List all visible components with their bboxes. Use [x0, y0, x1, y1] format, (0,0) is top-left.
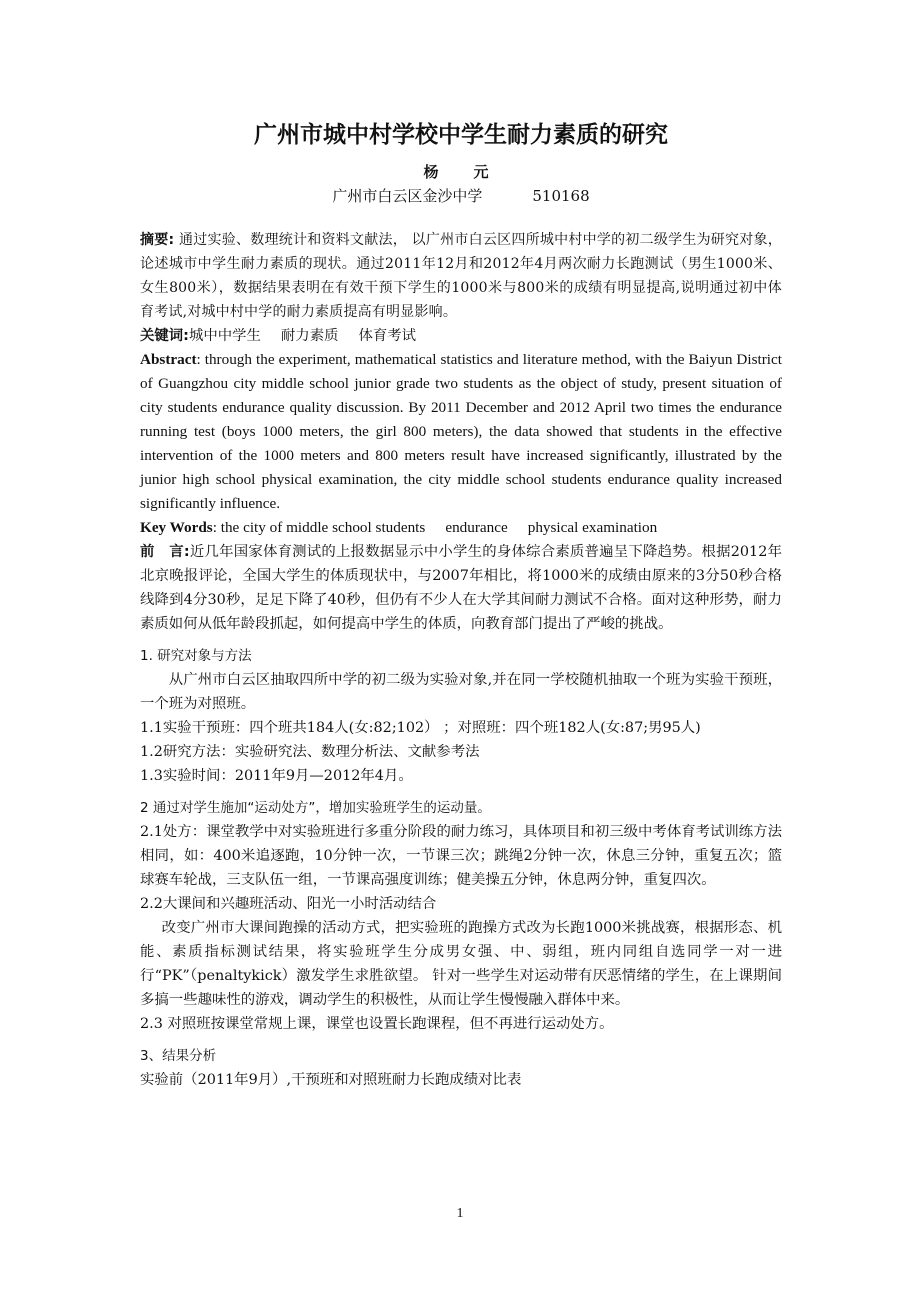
section-1-item: 1.2研究方法：实验研究法、数理分析法、文献参考法: [140, 744, 480, 760]
abstract-en-text: : through the experiment, mathematical statistics and literature method, with the Baiyun District of Guangzhou city middle school junior grade two students as the object of study, present situation of city students endurance quality discussion. By 2011 December and 2012 April two times the endurance running test (boys 1000 meters, the girl 800 meters), the data showed that students in the effective intervention of the 1000 meters and 800 meters result have increased significantly, illustrated by the junior high school physical examination, the city middle school students endurance quality increased significantly influence.: [140, 351, 782, 512]
section-3-text: 实验前（2011年9月）,干预班和对照班耐力长跑成绩对比表: [140, 1072, 522, 1088]
keywords-zh-label: 关键词:: [140, 328, 189, 344]
abstract-zh: [140, 228, 782, 324]
section-1-item: 1.1实验干预班：四个班共184人(女:82;102） ；对照班：四个班182人(女:87;男95人): [140, 720, 701, 736]
affiliation: [140, 184, 782, 208]
keyword-zh-2: 耐力素质: [280, 328, 339, 344]
affiliation-school: 广州市白云区金沙中学: [332, 187, 483, 205]
affiliation-zip: 510168: [532, 187, 590, 205]
keyword-en-3: physical examination: [527, 519, 658, 536]
section-2-3: 2.3 对照班按课堂常规上课，课堂也设置长跑课程，但不再进行运动处方。: [140, 1016, 614, 1032]
preface-label: 前 言:: [140, 544, 190, 560]
section-2-2: 改变广州市大课间跑操的活动方式，把实验班的跑操方式改为长跑1000米挑战赛，根据形态、机能、素质指标测试结果，将实验班学生分成男女强、中、弱组，班内同组自选同学一对一进行“PK”（penaltykick）激发学生求胜欲望。 针对一些学生对运动带有厌恶情绪的学生，在上课期间多搞一些趣味性的游戏，调动学生的积极性，从而让学生慢慢融入群体中来。: [140, 920, 782, 1008]
keywords-en-label: Key Words: [140, 519, 213, 536]
section-1-heading: 1. 研究对象与方法: [140, 648, 252, 664]
section-2-heading: 2 通过对学生施加“运动处方”，增加实验班学生的运动量。: [140, 800, 491, 816]
abstract-en: [140, 348, 782, 516]
page-number: 1: [456, 1206, 464, 1221]
keyword-en-2: endurance: [445, 519, 508, 536]
section-2-1: 2.1处方：课堂教学中对实验班进行多重分阶段的耐力练习，具体项目和初三级中考体育考试训练方法相同，如：400米追逐跑，10分钟一次，一节课三次；跳绳2分钟一次，休息三分钟，重复五次；篮球赛车轮战，三支队伍一组，一节课高强度训练；健美操五分钟，休息两分钟，重复四次。: [140, 824, 782, 888]
section-1-item: 1.3实验时间：2011年9月—2012年4月。: [140, 768, 413, 784]
abstract-zh-label: 摘要:: [140, 232, 175, 248]
keyword-en-1: : the city of middle school students: [212, 519, 426, 536]
preface-text: 近几年国家体育测试的上报数据显示中小学生的身体综合素质普遍呈下降趋势。根据2012年北京晚报评论，全国大学生的体质现状中，与2007年相比，将1000米的成绩由原来的3分50秒合格线降到4分30秒，足足下降了40秒，但仍有不少人在大学其间耐力测试不合格。面对这种形势，耐力素质如何从低年龄段抓起，如何提高中学生的体质，向教育部门提出了严峻的挑战。: [140, 544, 782, 632]
paper-title: 广州市城中村学校中学生耐力素质的研究: [254, 122, 668, 148]
author-name: 杨 元: [423, 163, 499, 181]
section-1-intro: 从广州市白云区抽取四所中学的初二级为实验对象,并在同一学校随机抽取一个班为实验干预班，一个班为对照班。: [140, 672, 782, 712]
keywords-zh: [140, 324, 782, 348]
keyword-zh-1: 城中中学生: [188, 328, 261, 344]
keywords-en: [140, 516, 782, 540]
abstract-zh-text: 通过实验、数理统计和资料文献法， 以广州市白云区四所城中村中学的初二级学生为研究对象，论述城市中学生耐力素质的现状。通过2011年12月和2012年4月两次耐力长跑测试（男生1000米、女生800米），数据结果表明在有效干预下学生的1000米与800米的成绩有明显提高,说明通过初中体育考试,对城中村中学的耐力素质提高有明显影响。: [140, 232, 782, 320]
keyword-zh-3: 体育考试: [358, 328, 417, 344]
preface: [140, 540, 782, 636]
section-2-2-title: 2.2大课间和兴趣班活动、阳光一小时活动结合: [140, 896, 437, 912]
section-3-heading: 3、结果分析: [140, 1048, 217, 1064]
abstract-en-label: Abstract: [140, 351, 197, 368]
paper-body: [140, 118, 782, 1092]
